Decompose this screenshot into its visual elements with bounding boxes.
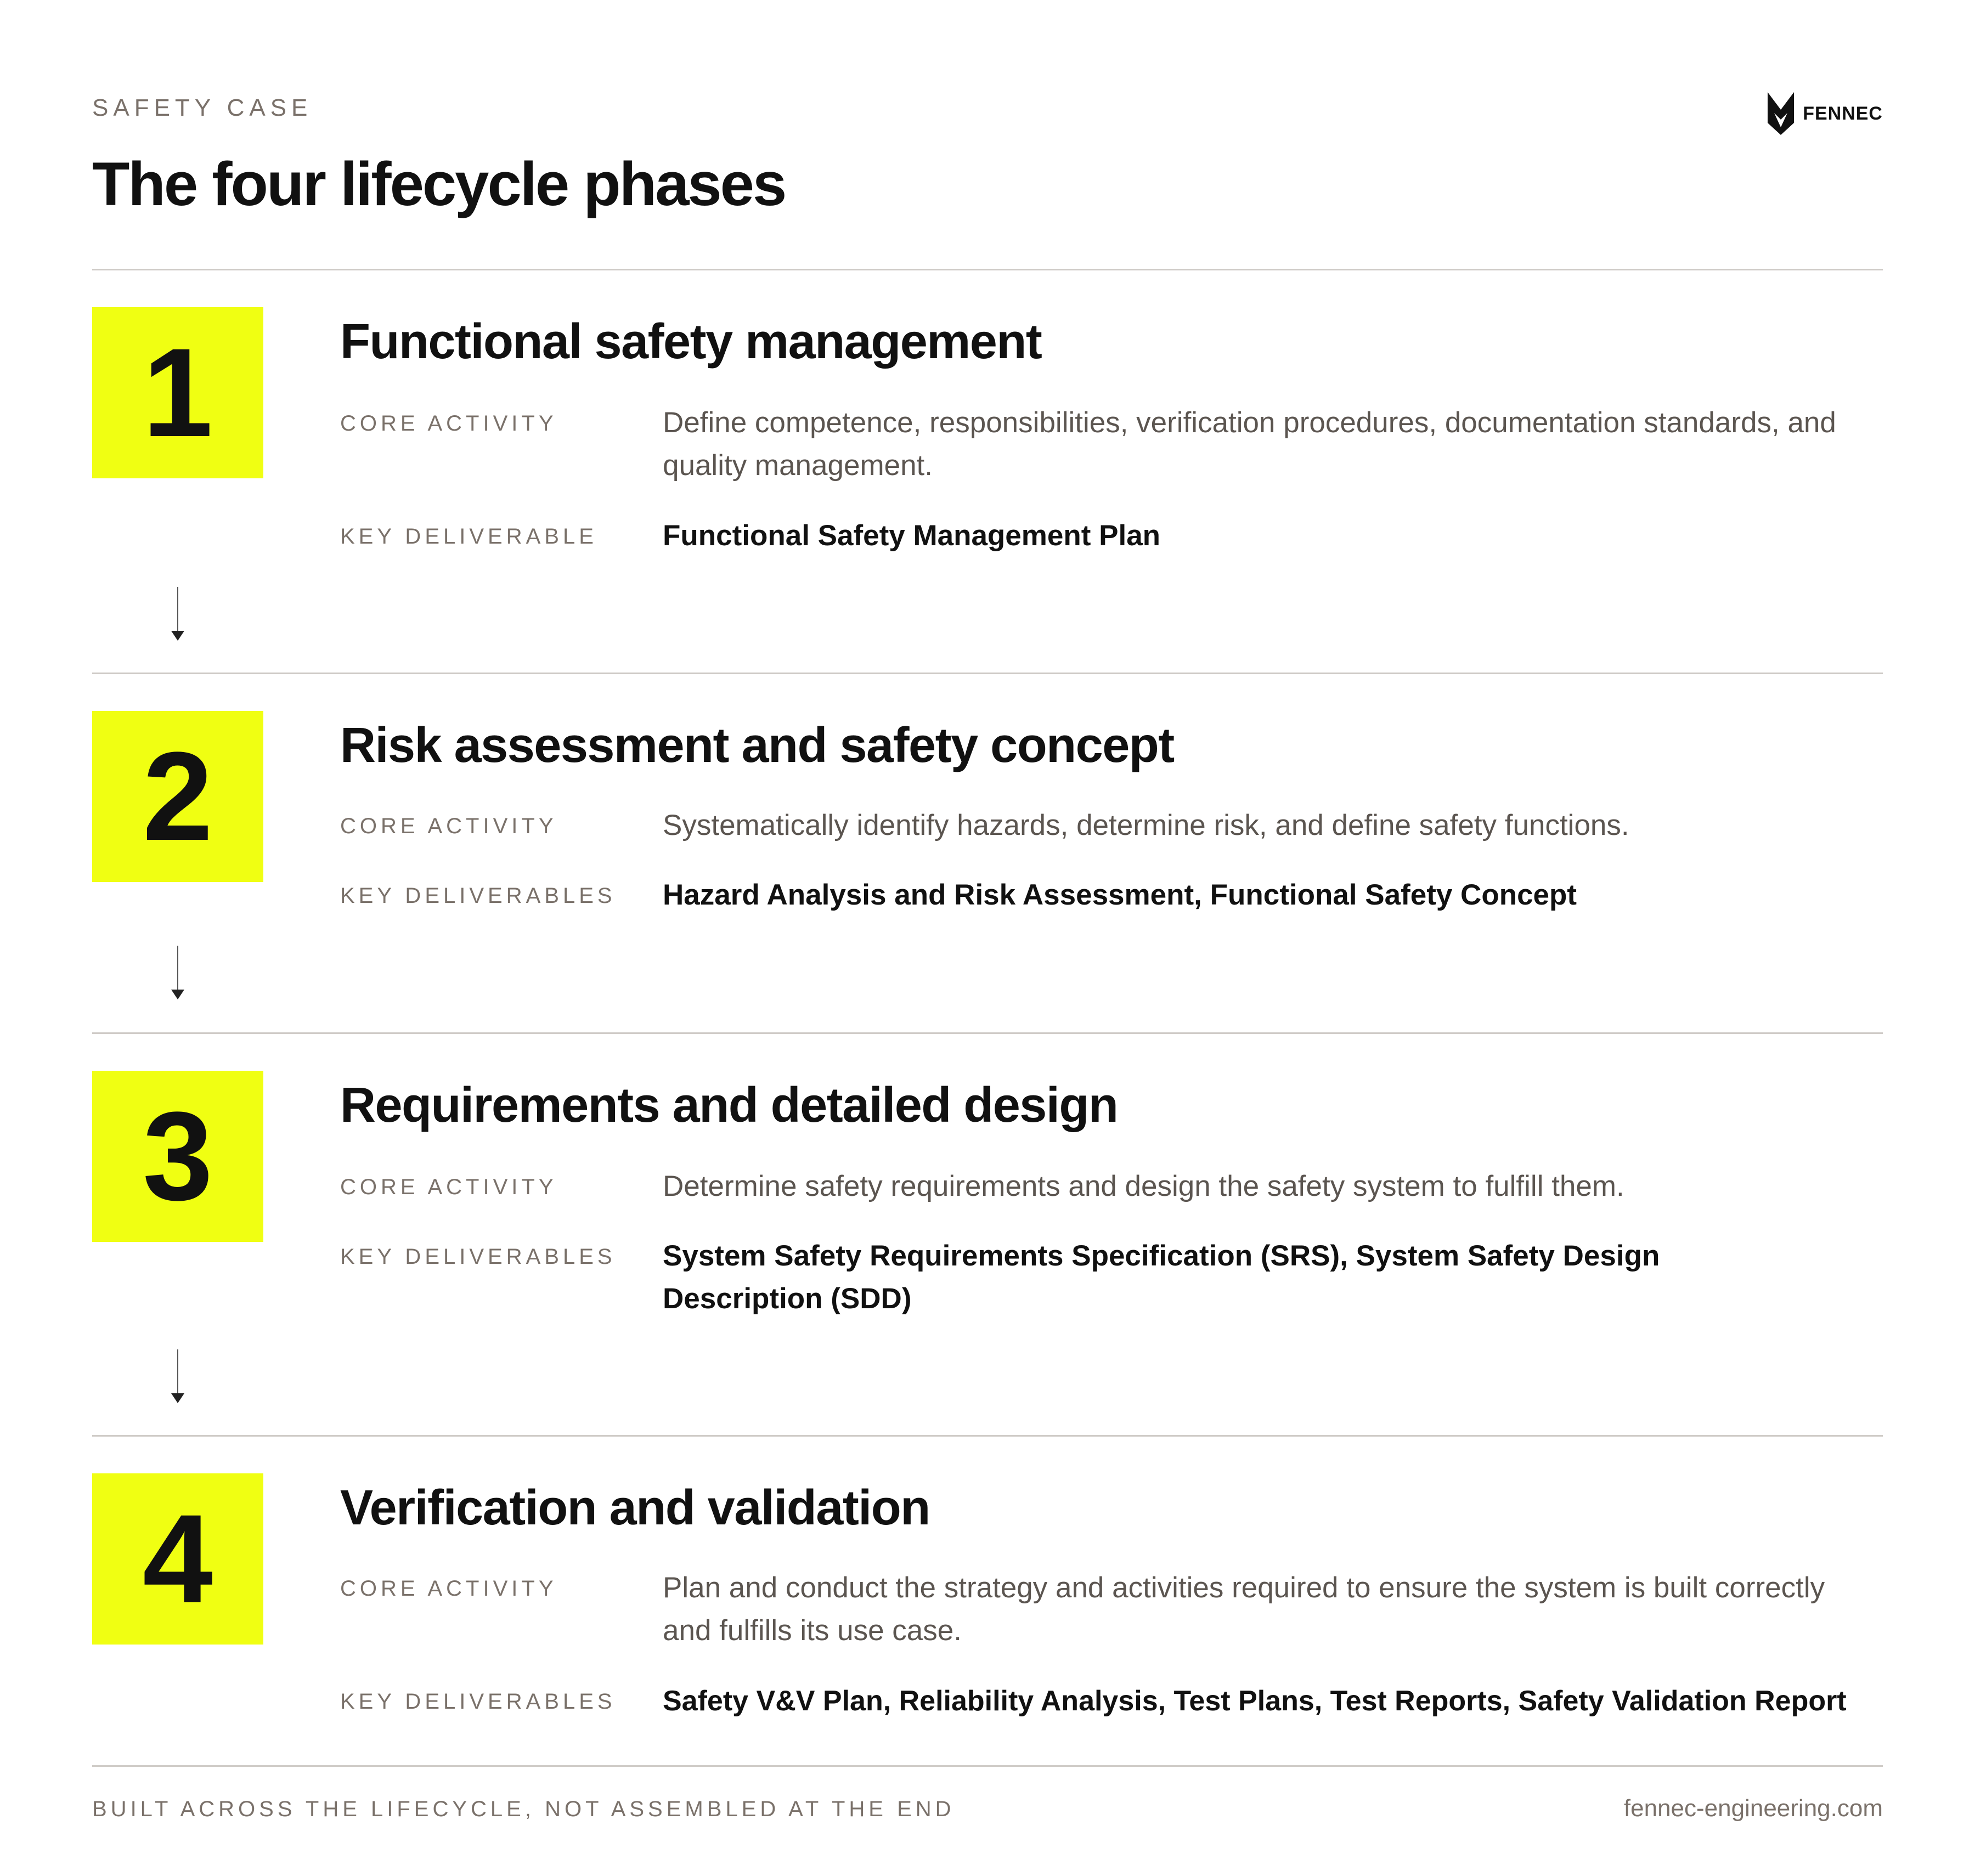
fox-head-icon — [1767, 91, 1795, 136]
core-activity-label: CORE ACTIVITY — [340, 814, 557, 838]
down-arrow-icon — [171, 1349, 184, 1404]
key-deliverable-label: KEY DELIVERABLES — [340, 884, 616, 908]
brand-logo — [1767, 91, 1883, 136]
key-deliverable-label: KEY DELIVERABLES — [340, 1245, 616, 1269]
phase-title: Requirements and detailed design — [340, 1078, 1118, 1133]
core-activity-label: CORE ACTIVITY — [340, 1175, 557, 1199]
phase-title: Functional safety management — [340, 314, 1042, 369]
phase-number: 2 — [143, 726, 213, 867]
key-deliverable-text: Safety V&V Plan, Reliability Analysis, Test Plans, Test Reports, Safety Validation Report — [663, 1685, 1847, 1717]
down-arrow-icon — [171, 946, 184, 1001]
core-activity-text: Determine safety requirements and design the safety system to fulfill them. — [663, 1170, 1624, 1202]
core-activity-text: Define competence, responsibilities, verification procedures, documentation standards, and quality management. — [663, 406, 1836, 482]
key-deliverable-text: System Safety Requirements Specification (SRS), System Safety Design Description (SDD) — [663, 1240, 1660, 1315]
divider — [92, 673, 1883, 674]
footer-tagline: BUILT ACROSS THE LIFECYCLE, NOT ASSEMBLED AT THE END — [92, 1797, 955, 1821]
divider — [92, 269, 1883, 270]
footer-website-link[interactable]: fennec-engineering.com — [1623, 1795, 1883, 1822]
phase-title: Risk assessment and safety concept — [340, 718, 1174, 773]
down-arrow-icon — [171, 587, 184, 642]
key-deliverable-label: KEY DELIVERABLES — [340, 1689, 616, 1714]
phase-title: Verification and validation — [340, 1481, 930, 1535]
phase-number-box — [92, 1473, 263, 1645]
brand-name: FENNEC — [1803, 103, 1883, 124]
core-activity-text: Plan and conduct the strategy and activities required to ensure the system is built correctly and fulfills its use case. — [663, 1572, 1825, 1647]
phase-number-box — [92, 711, 263, 882]
divider — [92, 1435, 1883, 1437]
key-deliverable-label: KEY DELIVERABLE — [340, 524, 597, 549]
phase-number: 4 — [143, 1488, 213, 1629]
core-activity-label: CORE ACTIVITY — [340, 1576, 557, 1601]
phase-number: 3 — [143, 1086, 213, 1227]
core-activity-label: CORE ACTIVITY — [340, 411, 557, 436]
phase-number-box — [92, 1071, 263, 1242]
eyebrow-label: SAFETY CASE — [92, 94, 313, 121]
key-deliverable-text: Functional Safety Management Plan — [663, 519, 1161, 552]
key-deliverable-text: Hazard Analysis and Risk Assessment, Functional Safety Concept — [663, 879, 1577, 911]
phase-number: 1 — [143, 322, 213, 463]
core-activity-text: Systematically identify hazards, determine risk, and define safety functions. — [663, 809, 1629, 841]
divider — [92, 1032, 1883, 1034]
phase-number-box — [92, 307, 263, 478]
page-title: The four lifecycle phases — [92, 150, 786, 218]
divider — [92, 1765, 1883, 1767]
